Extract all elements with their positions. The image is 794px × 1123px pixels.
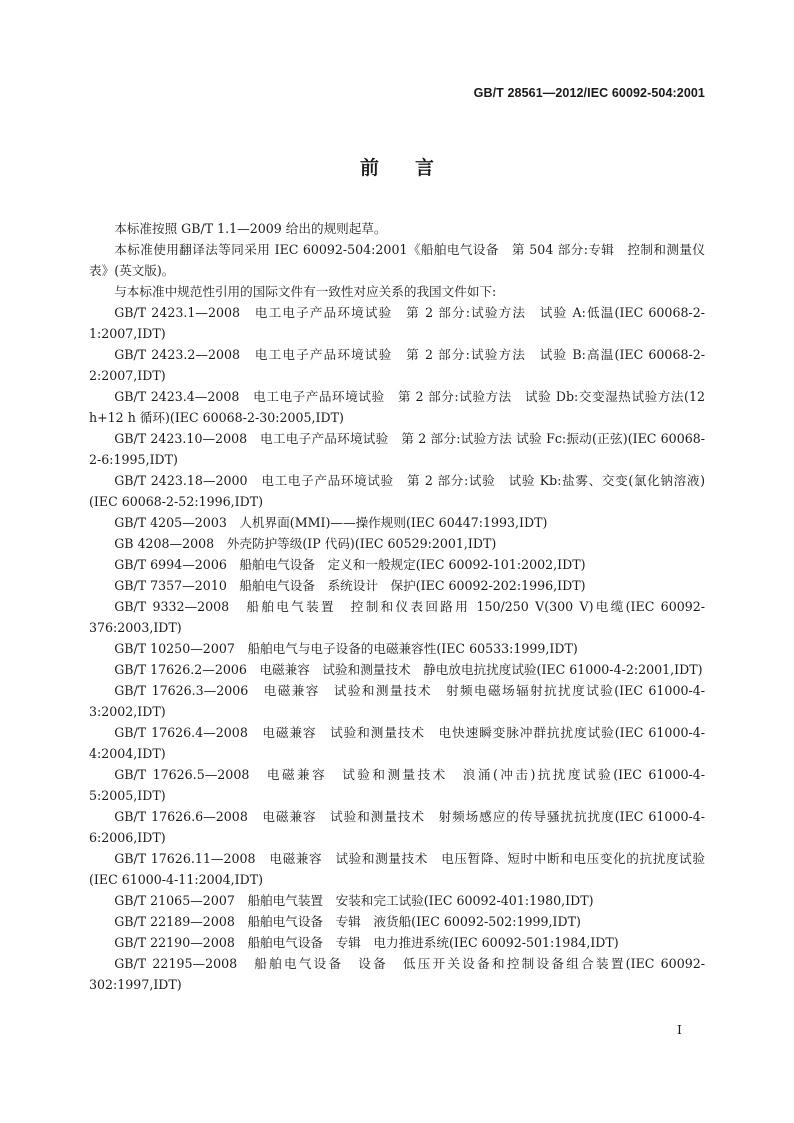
reference-entry: GB/T 7357—2010 船舶电气设备 系统设计 保护(IEC 60092-202:1996,IDT) bbox=[114, 578, 586, 593]
foreword-body bbox=[89, 218, 705, 995]
reference-entry: GB/T 17626.4—2008 电磁兼容 试验和测量技术 电快速瞬变脉冲群抗扰度试验(IEC 61000-4-4:2004,IDT) bbox=[89, 725, 705, 761]
title-char-1: 前 bbox=[359, 157, 379, 179]
reference-entry: GB/T 22195—2008 船舶电气设备 设备 低压开关设备和控制设备组合装置(IEC 60092-302:1997,IDT) bbox=[89, 956, 705, 992]
reference-entry: GB/T 9332—2008 船舶电气装置 控制和仪表回路用 150/250 V(300 V)电缆(IEC 60092-376:2003,IDT) bbox=[89, 599, 705, 635]
reference-entry: GB/T 22190—2008 船舶电气设备 专辑 电力推进系统(IEC 60092-501:1984,IDT) bbox=[114, 935, 619, 950]
paragraph: 与本标准中规范性引用的国际文件有一致性对应关系的我国文件如下: bbox=[114, 284, 497, 299]
paragraph: 本标准按照 GB/T 1.1—2009 给出的规则起草。 bbox=[114, 221, 387, 236]
reference-entry: GB/T 6994—2006 船舶电气设备 定义和一般规定(IEC 60092-101:2002,IDT) bbox=[114, 557, 586, 572]
reference-entry: GB/T 10250—2007 船舶电气与电子设备的电磁兼容性(IEC 60533:1999,IDT) bbox=[114, 641, 578, 656]
reference-entry: GB/T 2423.2—2008 电工电子产品环境试验 第 2 部分:试验方法 试验 B:高温(IEC 60068-2-2:2007,IDT) bbox=[89, 347, 705, 383]
reference-entry: GB/T 2423.4—2008 电工电子产品环境试验 第 2 部分:试验方法 试验 Db:交变湿热试验方法(12 h+12 h 循环)(IEC 60068-2-30:2005,IDT) bbox=[89, 389, 705, 425]
section-title bbox=[0, 153, 794, 180]
reference-entry: GB/T 4205—2003 人机界面(MMI)——操作规则(IEC 60447:1993,IDT) bbox=[114, 515, 548, 530]
reference-entry: GB/T 17626.2—2006 电磁兼容 试验和测量技术 静电放电抗扰度试验(IEC 61000-4-2:2001,IDT) bbox=[114, 662, 703, 677]
document-code: GB/T 28561—2012/IEC 60092-504:2001 bbox=[473, 86, 705, 100]
reference-entry: GB/T 17626.11—2008 电磁兼容 试验和测量技术 电压暂降、短时中断和电压变化的抗扰度试验(IEC 61000-4-11:2004,IDT) bbox=[89, 851, 705, 887]
reference-entry: GB/T 21065—2007 船舶电气装置 安装和完工试验(IEC 60092-401:1980,IDT) bbox=[114, 893, 594, 908]
reference-entry: GB/T 22189—2008 船舶电气设备 专辑 液货船(IEC 60092-502:1999,IDT) bbox=[114, 914, 581, 929]
reference-entry: GB/T 17626.3—2006 电磁兼容 试验和测量技术 射频电磁场辐射抗扰度试验(IEC 61000-4-3:2002,IDT) bbox=[89, 683, 705, 719]
reference-entry: GB/T 17626.5—2008 电磁兼容 试验和测量技术 浪涌(冲击)抗扰度试验(IEC 61000-4-5:2005,IDT) bbox=[89, 767, 705, 803]
reference-entry: GB/T 2423.18—2000 电工电子产品环境试验 第 2 部分:试验 试验 Kb:盐雾、交变(氯化钠溶液)(IEC 60068-2-52:1996,IDT) bbox=[89, 473, 705, 509]
title-char-2: 言 bbox=[415, 157, 435, 179]
reference-entry: GB 4208—2008 外壳防护等级(IP 代码)(IEC 60529:2001,IDT) bbox=[114, 536, 497, 551]
reference-entry: GB/T 17626.6—2008 电磁兼容 试验和测量技术 射频场感应的传导骚扰抗扰度(IEC 61000-4-6:2006,IDT) bbox=[89, 809, 705, 845]
paragraph: 本标准使用翻译法等同采用 IEC 60092-504:2001《船舶电气设备 第 504 部分:专辑 控制和测量仪表》(英文版)。 bbox=[89, 242, 705, 278]
page-number: I bbox=[677, 1022, 682, 1037]
reference-entry: GB/T 2423.10—2008 电工电子产品环境试验 第 2 部分:试验方法 试验 Fc:振动(正弦)(IEC 60068-2-6:1995,IDT) bbox=[89, 431, 705, 467]
reference-entry: GB/T 2423.1—2008 电工电子产品环境试验 第 2 部分:试验方法 试验 A:低温(IEC 60068-2-1:2007,IDT) bbox=[89, 305, 705, 341]
